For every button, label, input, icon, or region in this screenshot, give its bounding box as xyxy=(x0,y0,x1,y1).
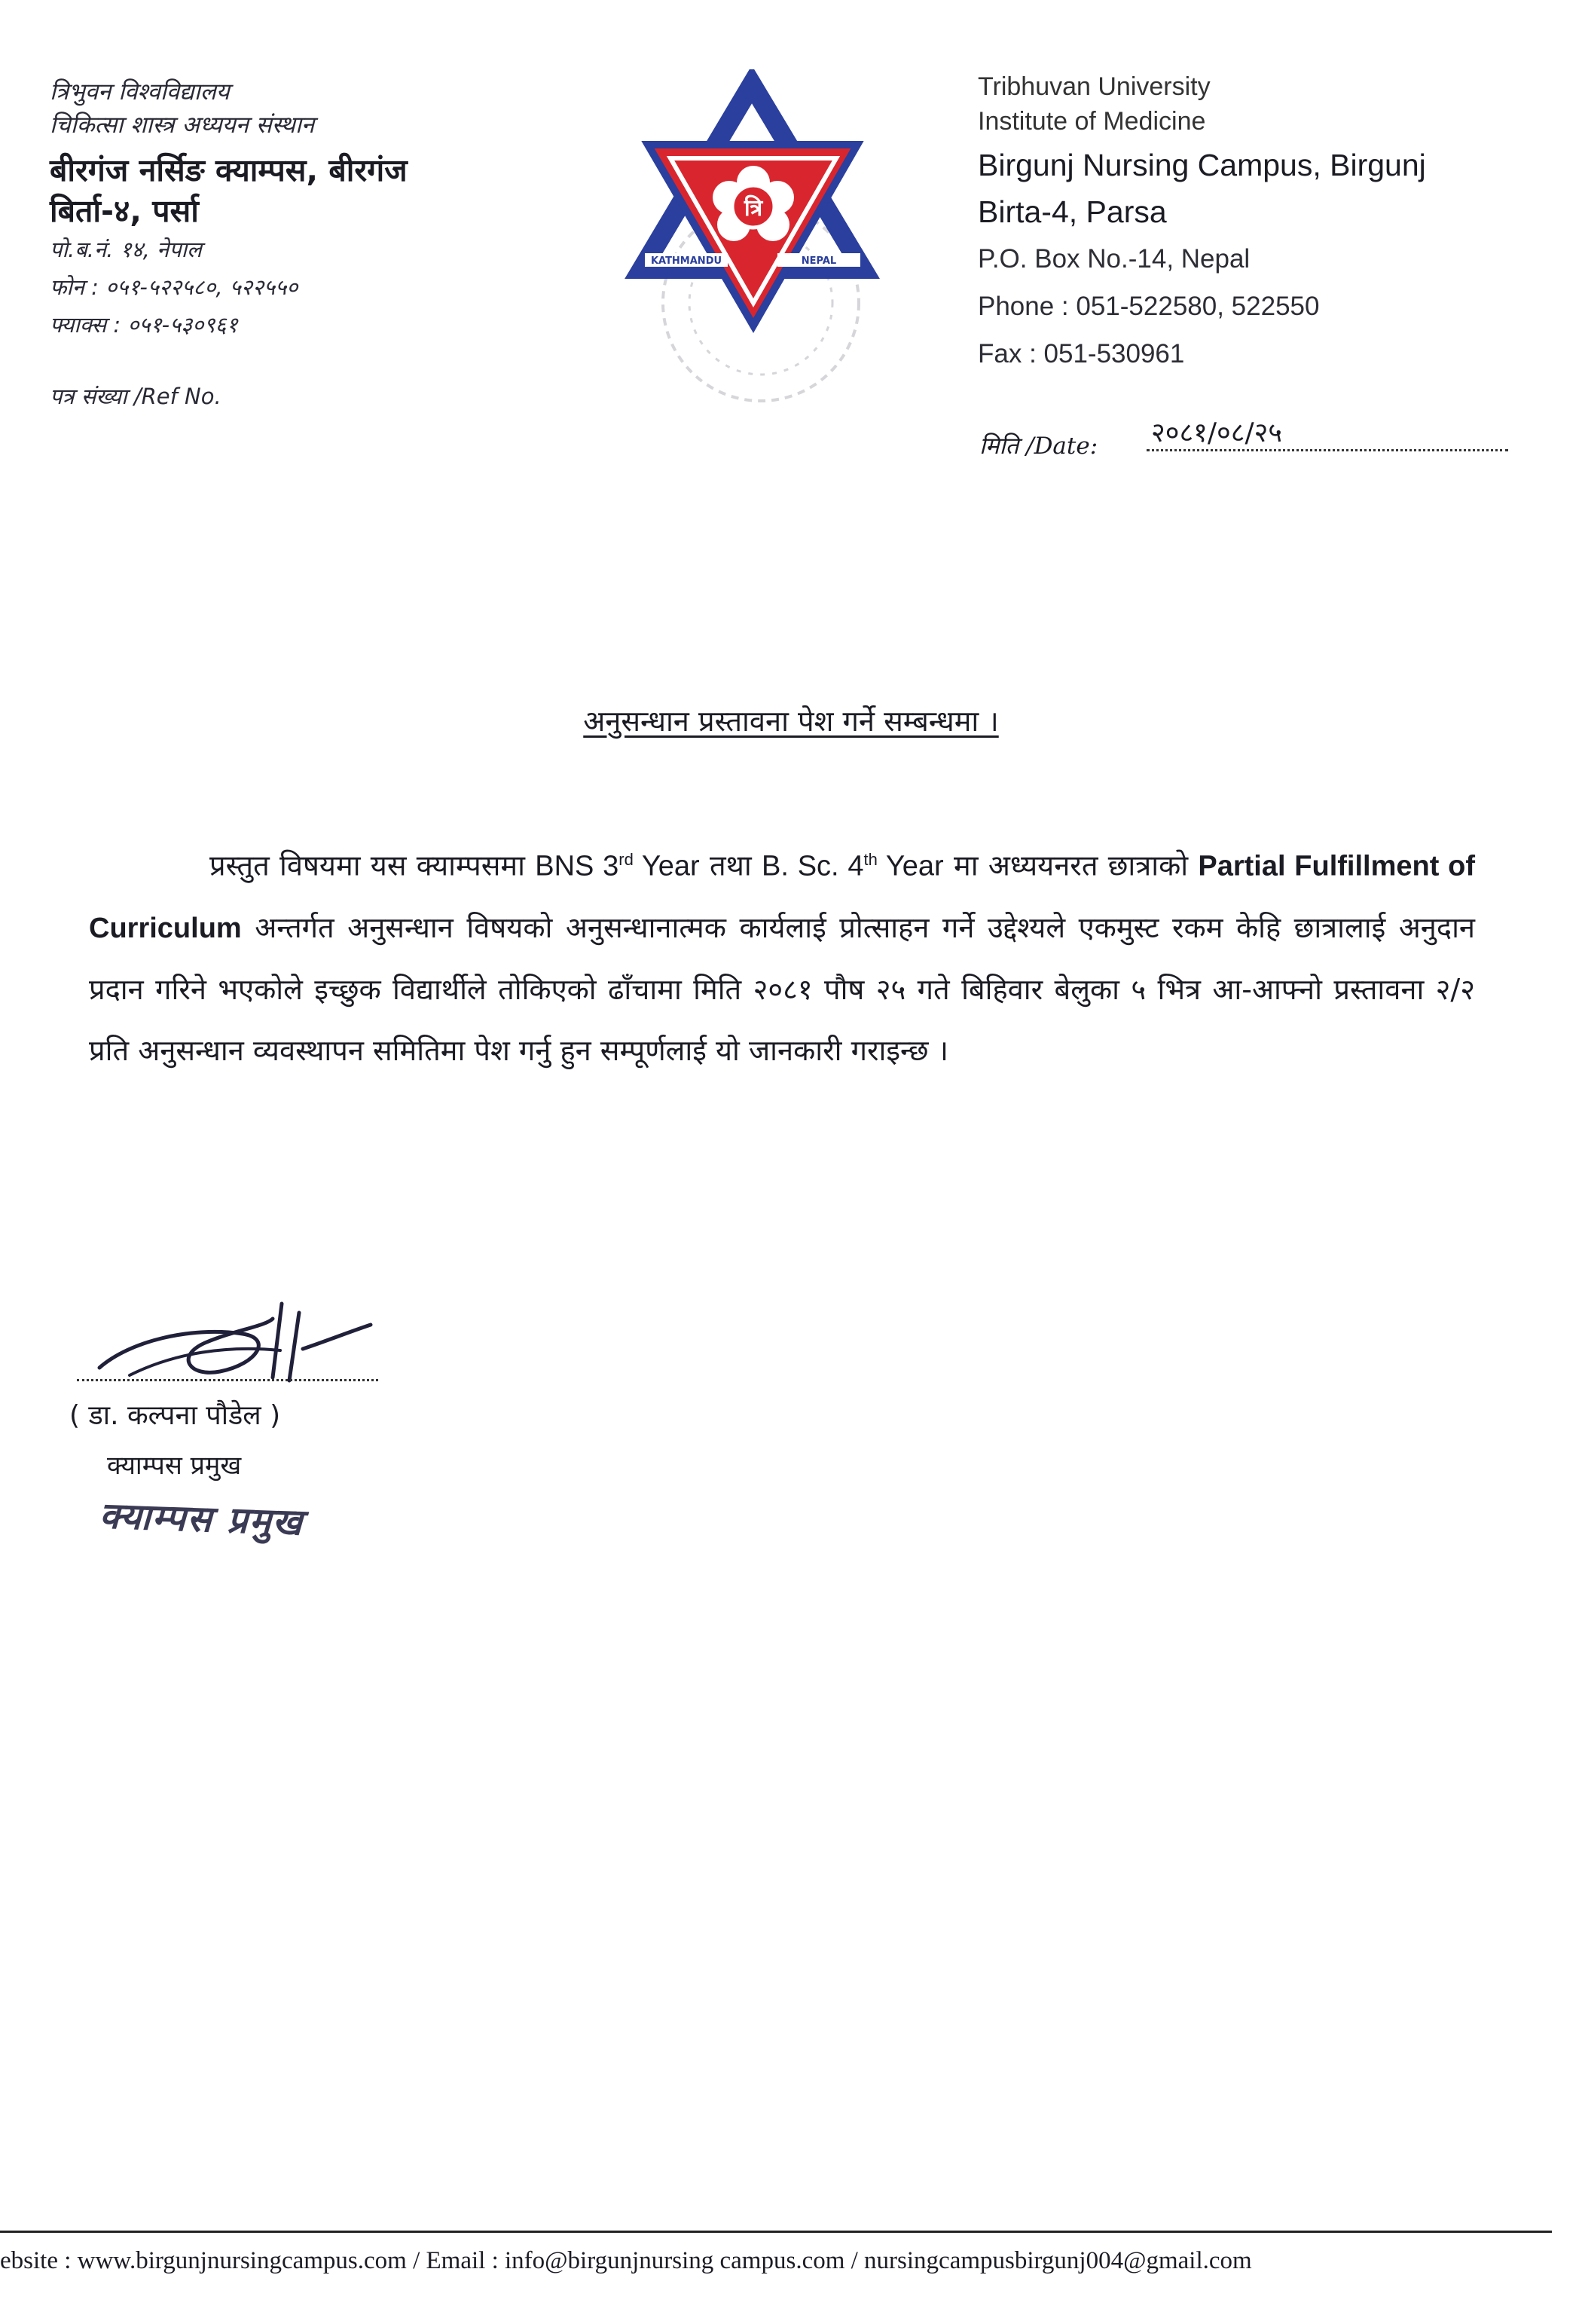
footer-contact: ebsite : www.birgunjnursingcampus.com / Email : info@birgunjnursing campus.com / nursingcampusbirgunj004@gmail.com xyxy=(0,2247,1252,2274)
emblem-band-left: KATHMANDU xyxy=(650,255,722,267)
program-bns: BNS 3 xyxy=(535,850,619,882)
partial-fulfillment-text: Partial Fulfillment of Curriculum xyxy=(89,850,1476,944)
subject-text: अनुसन्धान प्रस्तावना पेश गर्ने सम्बन्धमा । xyxy=(583,705,999,738)
campus-name-en: Birgunj Nursing Campus, Birgunj xyxy=(978,148,1426,182)
date-label: मिति /Date: xyxy=(979,433,1098,460)
po-box-en: P.O. Box No.-14, Nepal xyxy=(978,244,1251,274)
fax-np: फ्याक्स : ०५१-५३०९६१ xyxy=(50,312,238,338)
year-label-1: Year xyxy=(633,850,700,882)
university-name-en: Tribhuvan University xyxy=(978,72,1211,101)
conjunction-tatha: तथा xyxy=(699,849,762,882)
signatory-title: क्याम्पस प्रमुख xyxy=(107,1451,242,1481)
date-row xyxy=(979,413,1522,466)
emblem-letter: त्रि xyxy=(744,195,763,222)
ordinal-rd: rd xyxy=(618,850,634,869)
fax-en: Fax : 051-530961 xyxy=(978,339,1185,368)
date-value: २०८१/०८/२५ xyxy=(1151,417,1283,448)
year-label-2: Year xyxy=(877,850,944,882)
emblem-band-right: NEPAL xyxy=(801,255,837,267)
signature-dotted-line xyxy=(77,1379,378,1381)
header-right xyxy=(978,69,1550,378)
footer-divider xyxy=(0,2231,1552,2233)
body-part-2: मा अध्ययनरत छात्राको xyxy=(943,849,1199,882)
signatory-name: ( डा. कल्पना पौडेल ) xyxy=(69,1400,281,1431)
campus-name-np: बीरगंज नर्सिङ क्याम्पस, बीरगंज xyxy=(50,152,408,188)
letter-subject xyxy=(0,701,1582,740)
tribhuvan-university-emblem-icon xyxy=(618,69,889,416)
university-name-np: त्रिभुवन विश्वविद्यालय xyxy=(50,78,230,105)
campus-address-np: बिर्ता-४, पर्सा xyxy=(50,193,199,229)
po-box-np: पो.ब.नं. १४, नेपाल xyxy=(50,237,202,262)
signatory-stamp: क्याम्पस प्रमुख xyxy=(99,1494,304,1544)
institute-name-np: चिकित्सा शास्त्र अध्ययन संस्थान xyxy=(50,112,315,139)
signature-block xyxy=(69,1296,401,1582)
campus-address-en: Birta-4, Parsa xyxy=(978,194,1167,229)
phone-en: Phone : 051-522580, 522550 xyxy=(978,292,1320,321)
ordinal-th: th xyxy=(863,850,878,869)
letter-body xyxy=(89,829,1475,1081)
program-bsc: B. Sc. 4 xyxy=(762,850,864,882)
reference-number-label: पत्र संख्या /Ref No. xyxy=(50,384,221,409)
header-left xyxy=(50,75,532,411)
phone-np: फोन : ०५१-५२२५८०, ५२२५५० xyxy=(50,274,298,300)
institute-name-en: Institute of Medicine xyxy=(978,107,1206,136)
body-part-3: अन्तर्गत अनुसन्धान विषयको अनुसन्धानात्मक कार्यलाई प्रोत्साहन गर्ने उद्देश्यले एकमुस्ट रकम केहि छात्रालाई अनुदान प्रदान गरिने भएकोले इच्छुक विद्यार्थीले तोकिएको ढाँचामा मिति २०८१ पौष २५ गते बिहिवार बेलुका ५ भित्र आ-आफ्नो प्रस्तावना २/२ प्रति अनुसन्धान व्यवस्थापन समितिमा पेश गर्नु हुन सम्पूर्णलाई यो जानकारी गराइन्छ । xyxy=(89,910,1475,1067)
body-part-1: प्रस्तुत विषयमा यस क्याम्पसमा xyxy=(209,849,536,882)
